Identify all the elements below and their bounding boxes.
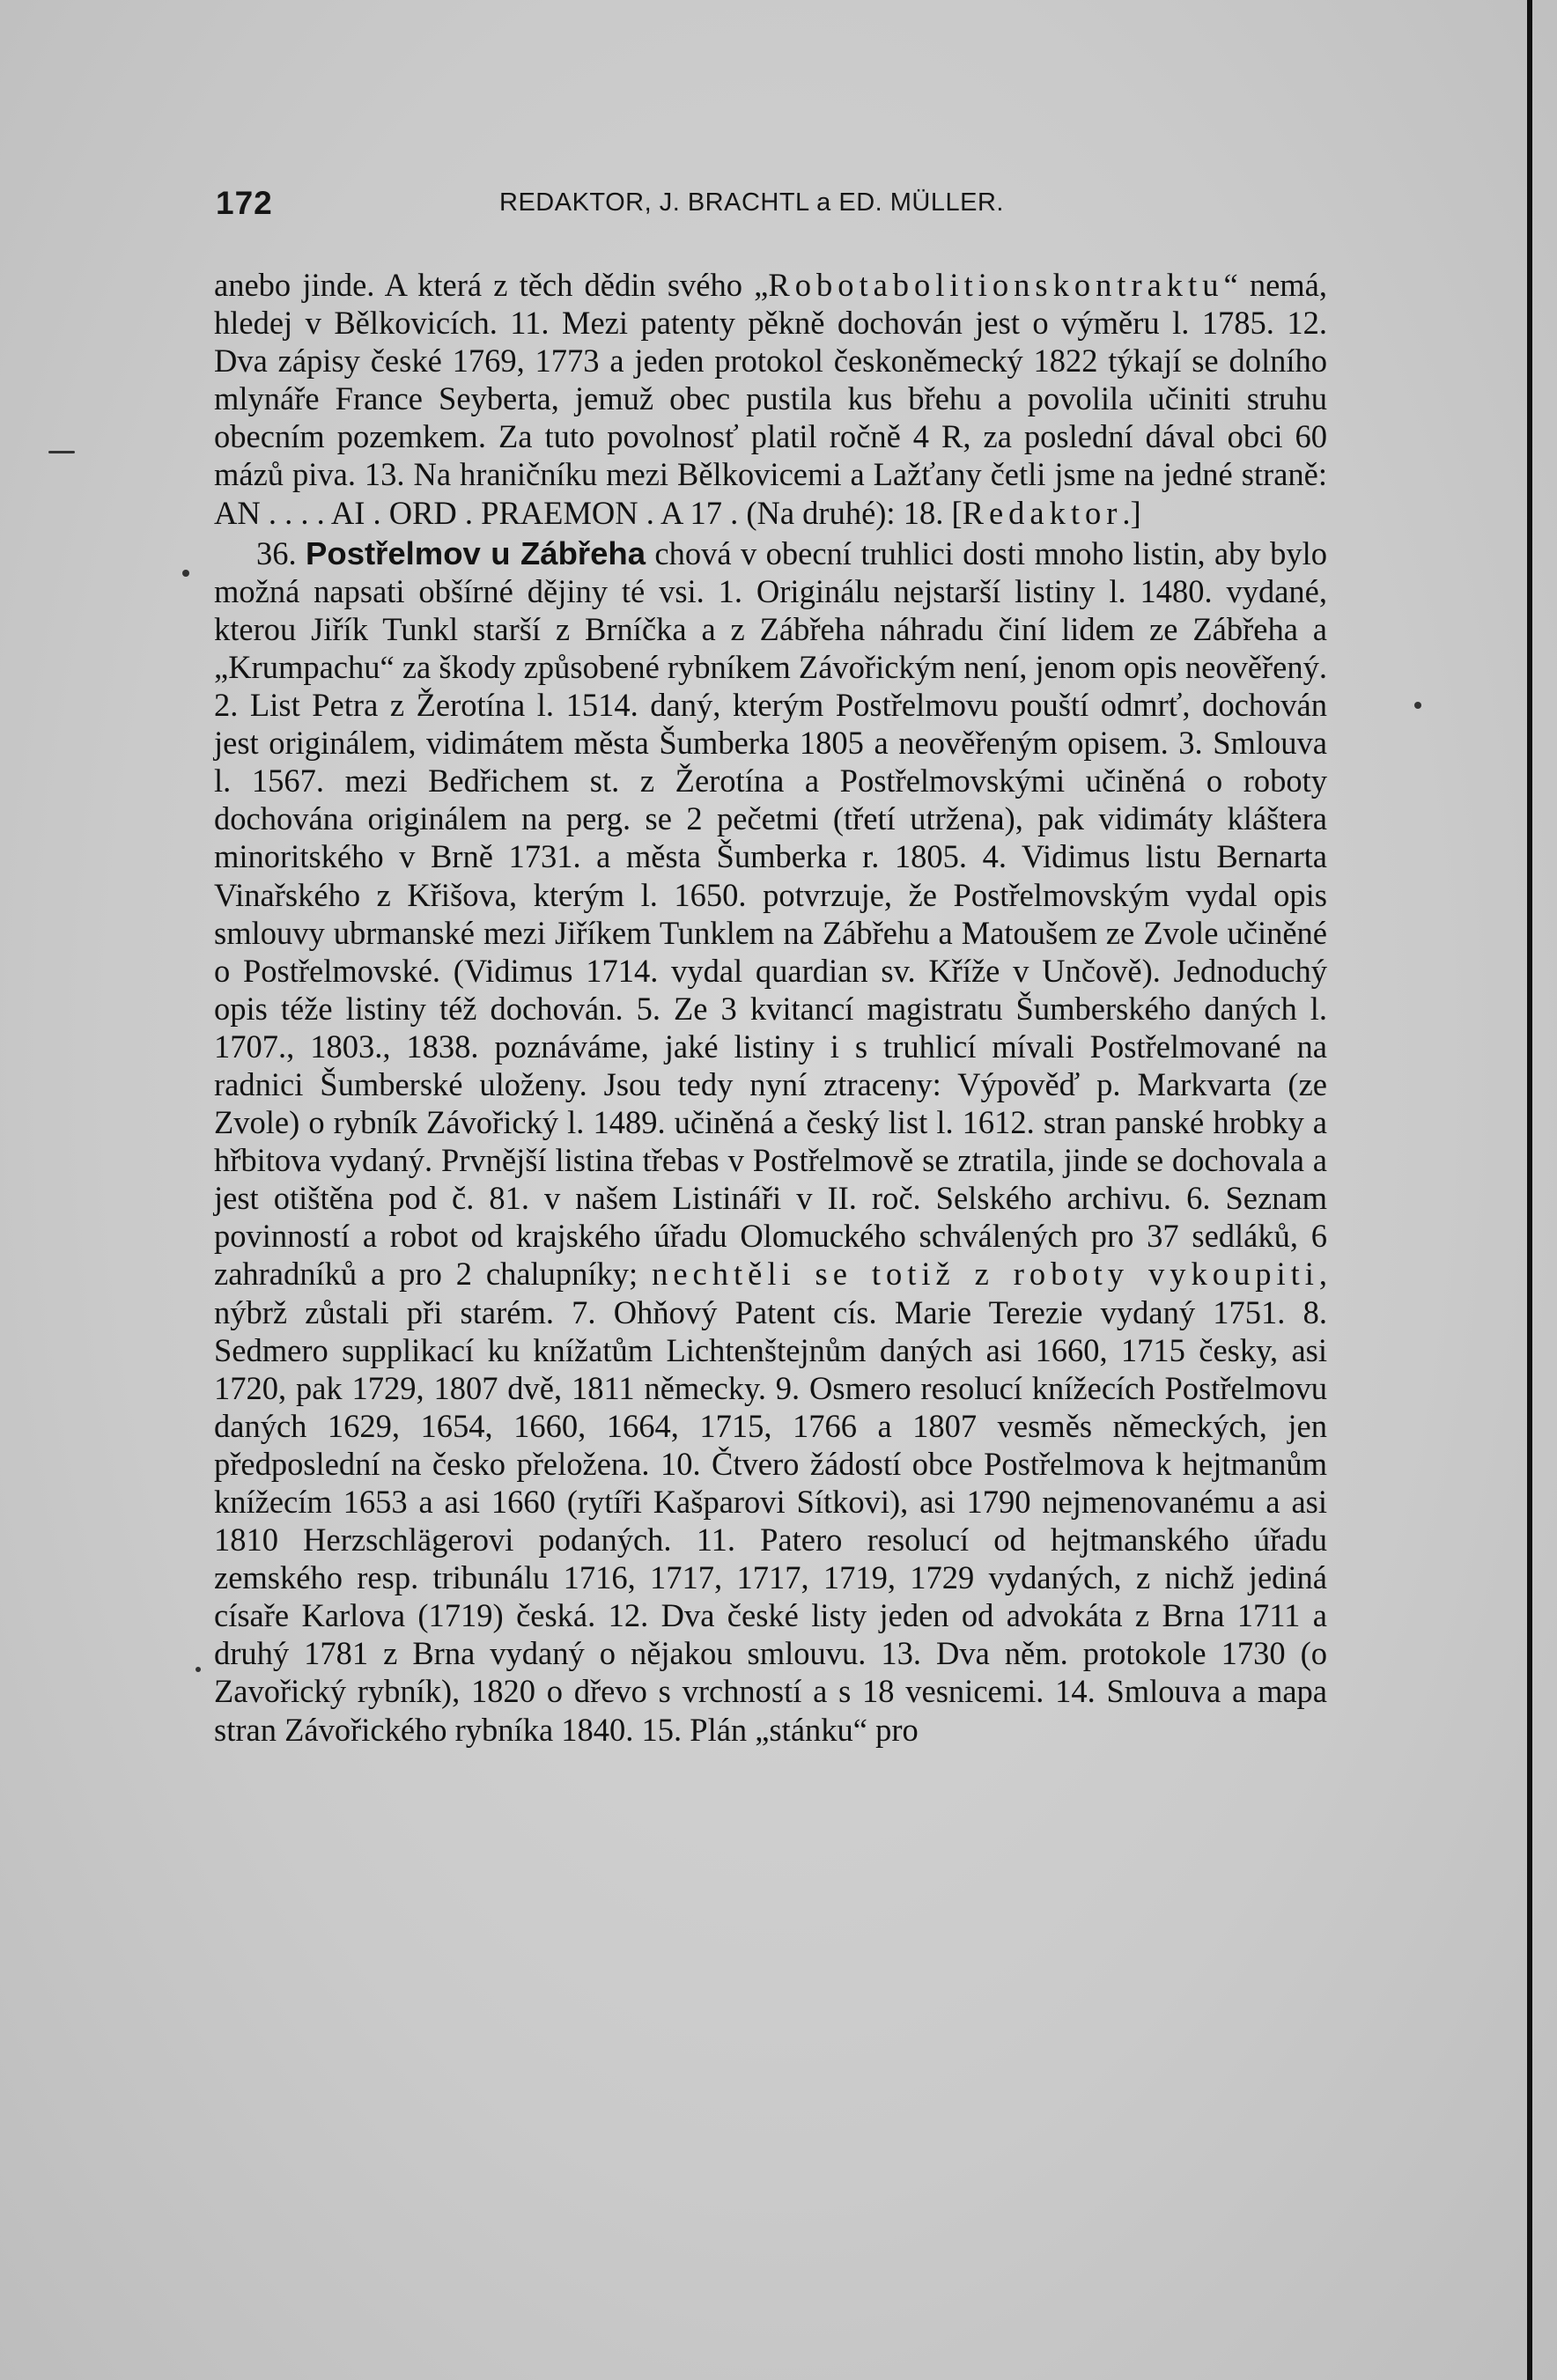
running-title: REDAKTOR, J. BRACHTL a ED. MÜLLER. [499, 188, 1004, 217]
text-run: anebo jinde. A která z těch dědin svého „ [214, 267, 769, 303]
entry-number: 36. [256, 534, 297, 571]
text-run: “ nemá, hledej v Bělkovicích. 11. Mezi patenty pěkně dochován jest o výměru l. 1785. 12. Dva zápisy české 1769, 1773 a jeden protokol českoněmecký 1822 týkají se dolního mlynáře France Seyberta, jemuž obec pustila kus břehu a povolila učiniti struhu obecním pozemkem. Za tuto povolnosť platil ročně 4 R, za poslední dával obci 60 mázů piva. 13. Na hraničníku mezi Bělkovicemi a Lažťany četli jsme na jedné straně: AN . . . . AI . ORD . PRAEMON . A 17 . (Na druhé): 18. [ [214, 267, 1327, 531]
text-run: chová v obecní truhlici dosti mnoho listin, aby bylo možná napsati obšírné dějiny té vsi. 1. Originálu nejstarší listiny l. 1480. vydané, kterou Jiřík Tunkl starší z Brníčka a z Zábřeha náhradu činí lidem ze Zábřeha a „Krumpachu“ za škody způsobené rybníkem Závořickým není, jenom opis neověřený. 2. List Petra z Žerotína l. 1514. daný, kterým Postřelmovu pouští odmrť, dochován jest originálem, vidimátem města Šumberka 1805 a neověřeným opisem. 3. Smlouva l. 1567. mezi Bedřichem st. z Žerotína a Postřelmovskými učiněná o roboty dochována originálem na perg. se 2 pečetmi (třetí utržena), pak vidimáty kláštera minoritského v Brně 1731. a města Šumberka r. 1805. 4. Vidimus listu Bernarta Vinařského z Křišova, kterým l. 1650. potvrzuje, že Postřelmovským vydal opis smlouvy ubrmanské mezi Jiříkem Tunklem na Zábřehu a Matoušem ze Zvole učiněné o Postřelmovské. (Vidimus 1714. vydal quardian sv. Kříže v Unčově). Jednoduchý opis téže listiny též dochován. 5. Ze 3 kvitancí magistratu Šumberského daných l. 1707., 1803., 1838. poznáváme, jaké listiny i s truhlicí mívali Postřelmované na radnici Šumberské uloženy. Jsou tedy nyní ztraceny: Výpověď p. Markvarta (ze Zvole) o rybník Závořický l. 1489. učiněná a český list l. 1612. stran panské hrobky a hřbitova vydaný. Prvnější listina třebas v Postřelmově se ztratila, jinde se dochovala a jest otištěna pod č. 81. v našem Listináři v II. roč. Selského archivu. 6. Seznam povinností a robot od krajského úřadu Olomuckého schválených pro 37 sedláků, 6 zahradníků a pro 2 chalupníky; [214, 534, 1327, 1293]
page-number: 172 [216, 185, 273, 221]
spaced-term: Robotabolitionskontraktu [768, 267, 1224, 303]
place-heading: Postřelmov u Zábřeha [306, 534, 646, 571]
text-run: , nýbrž zůstali při starém. 7. Ohňový Patent cís. Marie Terezie vydaný 1751. 8. Sedmero supplikací ku knížatům Lichtenštejnům daných asi 1660, 1715 česky, asi 1720, pak 1729, 1807 dvě, 1811 německy. 9. Osmero resolucí knížecích Postřelmovu daných 1629, 1654, 1660, 1664, 1715, 1766 a 1807 vesměs německých, jen předposlední na česko přeložena. 10. Čtvero žádostí obce Postřelmova k hejtmanům knížecím 1653 a asi 1660 (rytíři Kašparovi Sítkovi), asi 1790 nejmenovanému a asi 1810 Herzschlägerovi podaných. 11. Patero resolucí od hejtmanského úřadu zemského resp. tribunálu 1716, 1717, 1717, 1719, 1729 vydaných, z nichž jediná císaře Karlova (1719) česká. 12. Dva české listy jeden od advokáta z Brna 1711 a druhý 1781 z Brna vydaný o nějakou smlouvu. 13. Dva něm. protokole 1730 (o Zavořický rybník), 1820 o dřevo s vrchností a s 18 vesnicemi. 14. Smlouva a mapa stran Závořického rybníka 1840. 15. Plán „stánku“ pro [214, 1256, 1327, 1748]
editor-mark: Redaktor [962, 494, 1123, 531]
running-head [216, 185, 1325, 229]
spaced-phrase: nechtěli se totiž z roboty vykoupiti [652, 1256, 1319, 1293]
paragraph-continued [214, 266, 1327, 532]
page-edge-shadow [1527, 0, 1532, 2380]
body-text [214, 266, 1327, 1749]
text-run: .] [1122, 494, 1141, 531]
paragraph-36 [214, 534, 1327, 1749]
